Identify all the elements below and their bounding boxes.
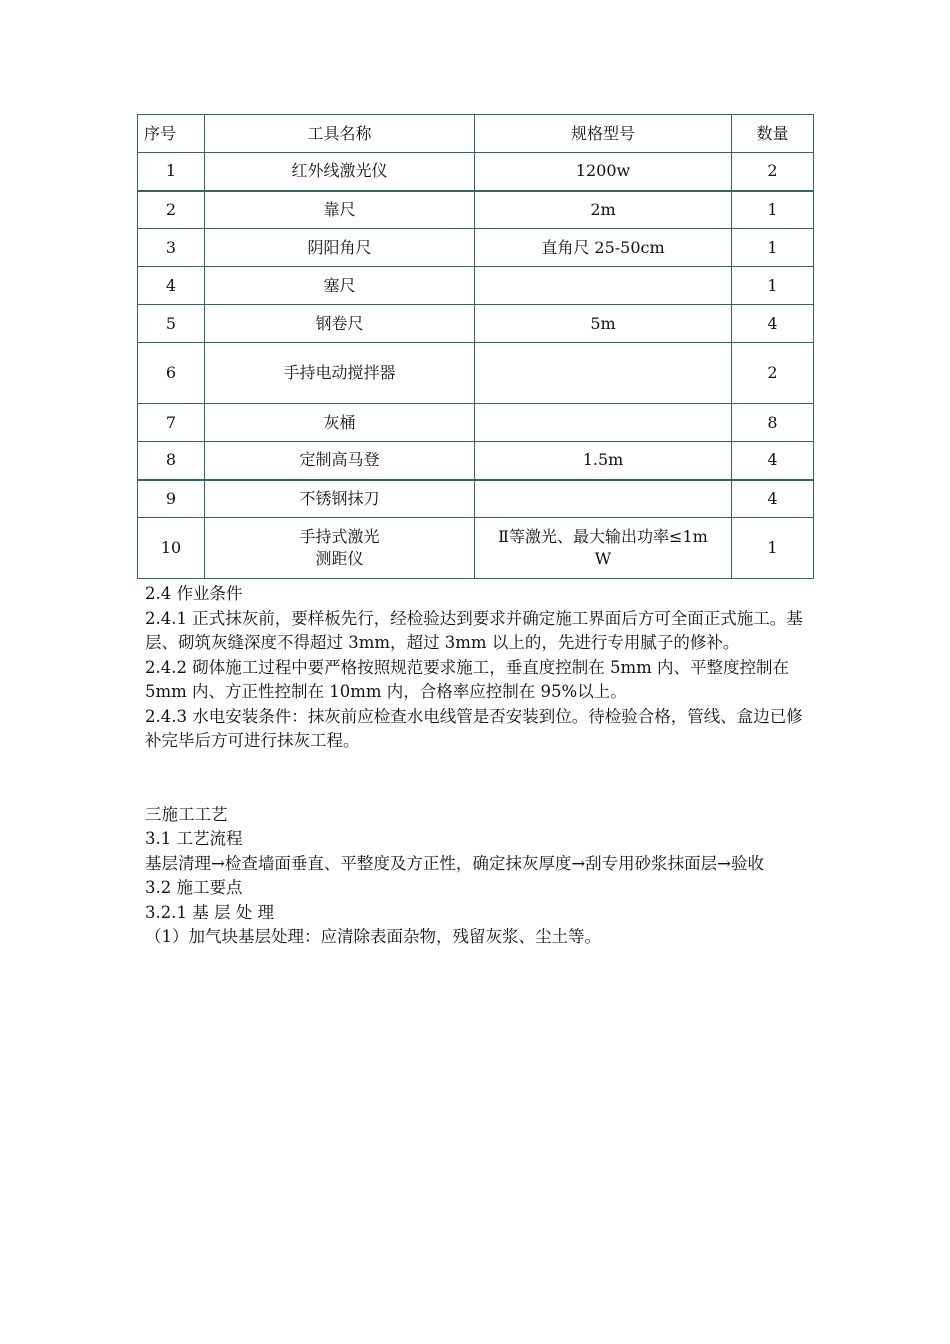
cell-qty: 4 xyxy=(732,480,814,518)
table-row xyxy=(138,480,814,518)
table-row xyxy=(138,153,814,191)
table-header-row xyxy=(138,115,814,153)
section-3-2-title: 3.2 施工要点 xyxy=(145,878,243,897)
cell-tool-name: 定制高马登 xyxy=(205,442,475,480)
cell-tool-name: 红外线激光仪 xyxy=(205,153,475,191)
header-spec: 规格型号 xyxy=(475,115,732,153)
chapter-3-title: 三施工工艺 xyxy=(145,804,228,824)
table-row xyxy=(138,343,814,404)
cell-spec xyxy=(475,343,732,404)
table-row xyxy=(138,404,814,442)
table-row xyxy=(138,442,814,480)
cell-tool-name: 钢卷尺 xyxy=(205,305,475,343)
table-row xyxy=(138,267,814,305)
header-no: 序号 xyxy=(138,115,205,153)
cell-no: 1 xyxy=(138,153,205,191)
cell-tool-name: 灰桶 xyxy=(205,404,475,442)
cell-tool-name xyxy=(205,518,475,579)
section-3-1-title: 3.1 工艺流程 xyxy=(145,829,243,848)
cell-no: 5 xyxy=(138,305,205,343)
tool-name-line-2: 测距仪 xyxy=(315,549,364,568)
process-flow: 基层清理→检查墙面垂直、平整度及方正性，确定抹灰厚度→刮专用砂浆抹面层→验收 xyxy=(145,853,764,873)
cell-tool-name: 靠尺 xyxy=(205,191,475,229)
section-2-4-title: 2.4 作业条件 xyxy=(145,584,243,603)
cell-qty: 4 xyxy=(732,442,814,480)
paragraph-2-4-2: 2.4.2 砌体施工过程中要严格按照规范要求施工，垂直度控制在 5mm 内、平整度控制在 5mm 内、方正性控制在 10mm 内，合格率应控制在 95%以上。 xyxy=(145,657,790,701)
cell-no: 3 xyxy=(138,229,205,267)
cell-no: 4 xyxy=(138,267,205,305)
cell-no: 10 xyxy=(138,518,205,579)
header-tool-name: 工具名称 xyxy=(205,115,475,153)
header-qty: 数量 xyxy=(732,115,814,153)
table-row xyxy=(138,229,814,267)
tool-name-line-1: 手持式激光 xyxy=(299,527,380,546)
cell-qty: 4 xyxy=(732,305,814,343)
cell-tool-name: 塞尺 xyxy=(205,267,475,305)
cell-spec: 1200w xyxy=(475,153,732,191)
cell-qty: 1 xyxy=(732,229,814,267)
cell-no: 7 xyxy=(138,404,205,442)
cell-spec xyxy=(475,480,732,518)
document-body xyxy=(145,582,815,950)
cell-qty: 1 xyxy=(732,518,814,579)
cell-spec xyxy=(475,518,732,579)
cell-qty: 1 xyxy=(732,267,814,305)
cell-tool-name: 手持电动搅拌器 xyxy=(205,343,475,404)
cell-qty: 8 xyxy=(732,404,814,442)
cell-spec xyxy=(475,267,732,305)
cell-spec: 1.5m xyxy=(475,442,732,480)
spacer xyxy=(145,754,815,803)
table-row xyxy=(138,305,814,343)
spec-line-1: Ⅱ等激光、最大输出功率≤1m xyxy=(498,527,708,546)
cell-qty: 2 xyxy=(732,343,814,404)
cell-tool-name: 不锈钢抹刀 xyxy=(205,480,475,518)
table-row xyxy=(138,191,814,229)
cell-tool-name: 阴阳角尺 xyxy=(205,229,475,267)
cell-spec xyxy=(475,404,732,442)
paragraph-2-4-1: 2.4.1 正式抹灰前，要样板先行，经检验达到要求并确定施工界面后方可全面正式施工。基层、砌筑灰缝深度不得超过 3mm，超过 3mm 以上的，先进行专用腻子的修补。 xyxy=(145,608,803,652)
cell-spec: 2m xyxy=(475,191,732,229)
cell-no: 2 xyxy=(138,191,205,229)
cell-no: 8 xyxy=(138,442,205,480)
cell-no: 9 xyxy=(138,480,205,518)
paragraph-2-4-3: 2.4.3 水电安装条件：抹灰前应检查水电线管是否安装到位。待检验合格，管线、盒边已修补完毕后方可进行抹灰工程。 xyxy=(145,706,803,750)
cell-spec: 5m xyxy=(475,305,732,343)
cell-no: 6 xyxy=(138,343,205,404)
cell-qty: 1 xyxy=(732,191,814,229)
spec-line-2: W xyxy=(594,549,612,568)
item-1: （1）加气块基层处理：应清除表面杂物，残留灰浆、尘土等。 xyxy=(145,927,601,946)
table-row xyxy=(138,518,814,579)
tools-table xyxy=(137,114,814,579)
section-3-2-1-title: 3.2.1 基 层 处 理 xyxy=(145,902,274,922)
cell-qty: 2 xyxy=(732,153,814,191)
cell-spec: 直角尺 25-50cm xyxy=(475,229,732,267)
